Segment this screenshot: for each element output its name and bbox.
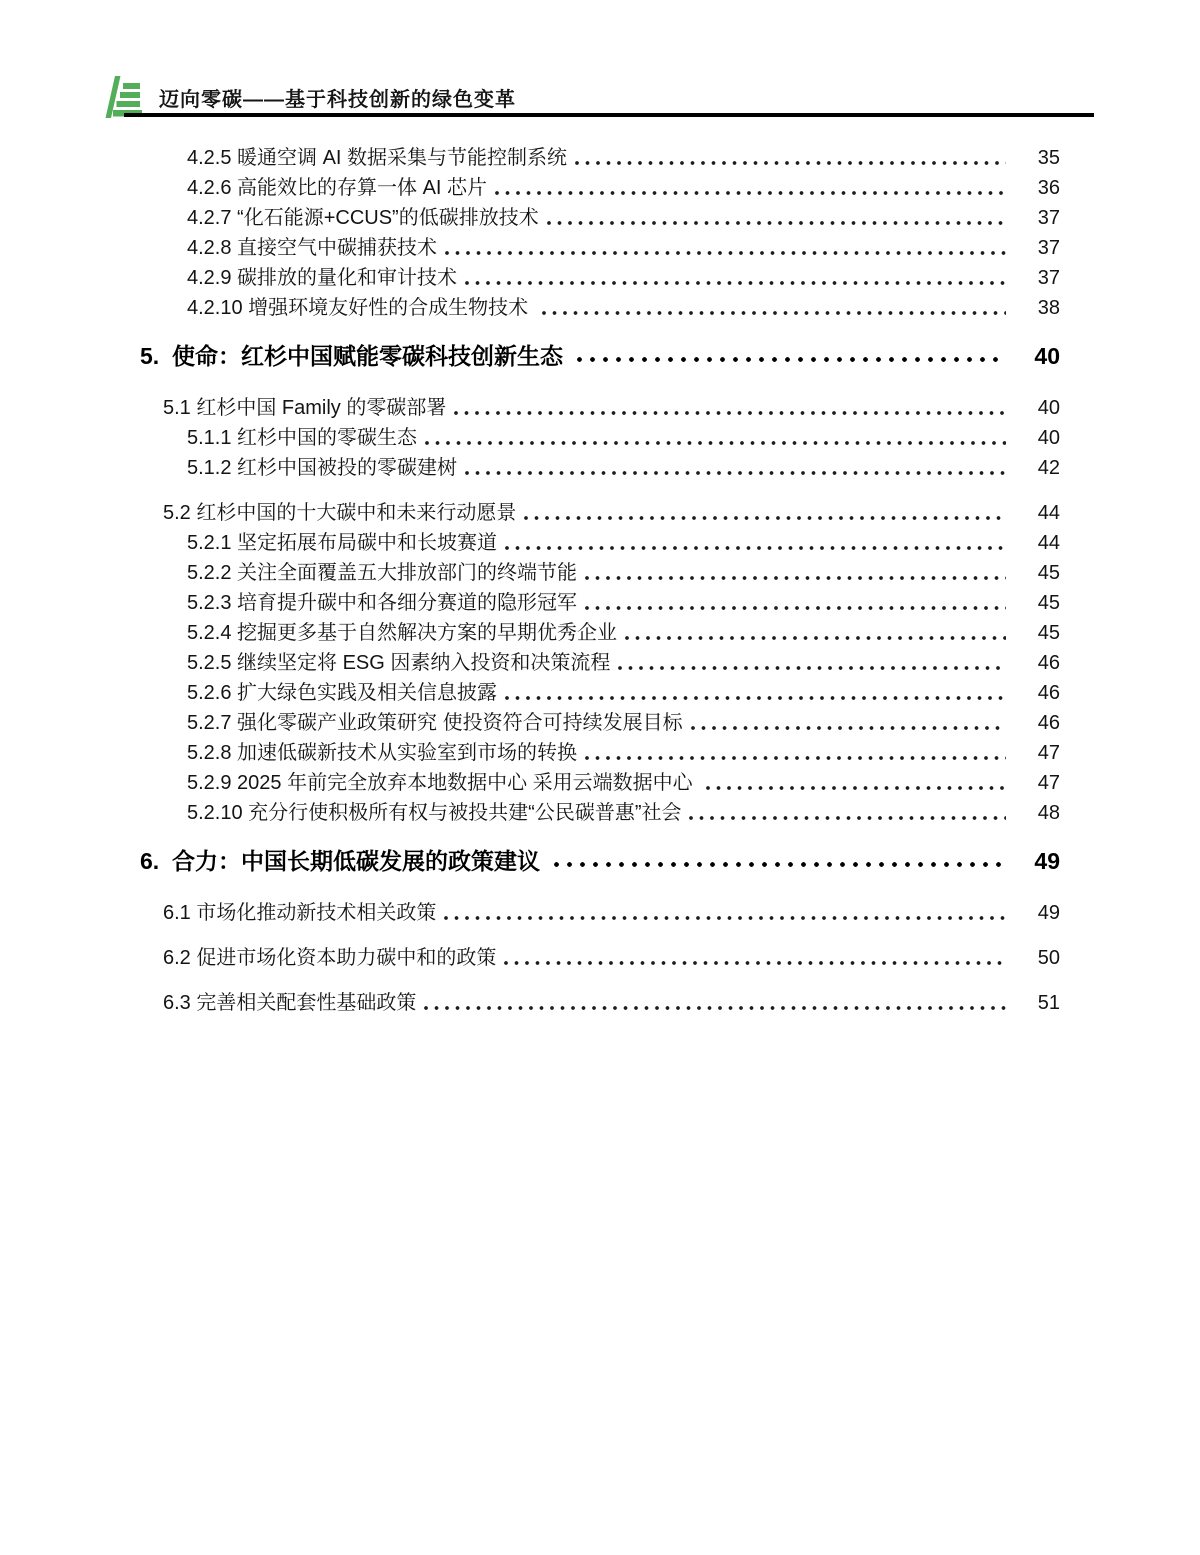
toc-page-number: 48 bbox=[1037, 802, 1060, 824]
toc-dot-leader-icon bbox=[616, 664, 1006, 672]
toc-page-number: 44 bbox=[1037, 532, 1060, 554]
toc-page-number: 37 bbox=[1037, 207, 1060, 229]
toc-entry-label: 4.2.6 高能效比的存算一体 AI 芯片 bbox=[187, 177, 488, 199]
toc-dot-leader-icon bbox=[704, 784, 1006, 792]
toc-page-number: 37 bbox=[1037, 267, 1060, 289]
toc-entry bbox=[140, 738, 1060, 768]
toc-page-number: 37 bbox=[1037, 237, 1060, 259]
toc-page-number: 44 bbox=[1037, 502, 1060, 524]
toc-dot-leader-icon bbox=[689, 724, 1006, 732]
toc-entry bbox=[140, 393, 1060, 423]
toc-dot-leader-icon bbox=[522, 514, 1006, 522]
toc-entry-label: 6.2 促进市场化资本助力碳中和的政策 bbox=[163, 947, 497, 969]
toc-entry-label: 5.2.8 加速低碳新技术从实验室到市场的转换 bbox=[187, 742, 578, 764]
toc-entry-label: 4.2.10 增强环境友好性的合成生物技术 bbox=[187, 297, 534, 319]
toc-entry bbox=[140, 203, 1060, 233]
toc-page-number: 42 bbox=[1037, 457, 1060, 479]
toc-entry-label: 5.2.5 继续坚定将 ESG 因素纳入投资和决策流程 bbox=[187, 652, 611, 674]
toc-entry bbox=[140, 423, 1060, 453]
toc-entry-label: 5.2.1 坚定拓展布局碳中和长坡赛道 bbox=[187, 532, 498, 554]
toc-page-number: 38 bbox=[1037, 297, 1060, 319]
toc-entry bbox=[140, 233, 1060, 263]
toc-entry bbox=[140, 943, 1060, 973]
toc-entry bbox=[140, 263, 1060, 293]
toc-entry-label: 5.2.7 强化零碳产业政策研究 使投资符合可持续发展目标 bbox=[187, 712, 683, 734]
toc-dot-leader-icon bbox=[573, 159, 1006, 167]
toc-entry bbox=[140, 143, 1060, 173]
toc-section-heading bbox=[140, 846, 1060, 876]
sequoia-logo-icon bbox=[104, 76, 144, 118]
toc-page-number: 36 bbox=[1037, 177, 1060, 199]
toc-entry-label: 4.2.9 碳排放的量化和审计技术 bbox=[187, 267, 458, 289]
toc-page-number: 47 bbox=[1037, 772, 1060, 794]
toc-entry-label: 5.2.9 2025 年前完全放弃本地数据中心 采用云端数据中心 bbox=[187, 772, 699, 794]
toc-dot-leader-icon bbox=[423, 439, 1006, 447]
toc-page-number: 45 bbox=[1037, 622, 1060, 644]
toc-entry bbox=[140, 678, 1060, 708]
toc-page-number: 35 bbox=[1037, 147, 1060, 169]
toc-page-number: 49 bbox=[1034, 848, 1060, 874]
toc-entry bbox=[140, 528, 1060, 558]
toc-entry-label: 5.2.2 关注全面覆盖五大排放部门的终端节能 bbox=[187, 562, 578, 584]
toc-entry bbox=[140, 798, 1060, 828]
toc-page-number: 50 bbox=[1037, 947, 1060, 969]
toc-dot-leader-icon bbox=[575, 355, 1006, 364]
toc-entry-label: 5.2 红杉中国的十大碳中和未来行动愿景 bbox=[163, 502, 517, 524]
toc-entry bbox=[140, 588, 1060, 618]
toc-dot-leader-icon bbox=[443, 249, 1006, 257]
toc-page-number: 46 bbox=[1037, 652, 1060, 674]
toc-dot-leader-icon bbox=[687, 814, 1006, 822]
toc-entry-label: 5.2.10 充分行使积极所有权与被投共建“公民碳普惠”社会 bbox=[187, 802, 682, 824]
toc-dot-leader-icon bbox=[503, 694, 1006, 702]
toc-dot-leader-icon bbox=[552, 860, 1006, 869]
page-header bbox=[104, 76, 516, 118]
toc-entry bbox=[140, 708, 1060, 738]
toc-dot-leader-icon bbox=[442, 914, 1006, 922]
toc-dot-leader-icon bbox=[502, 959, 1006, 967]
toc-entry-label: 5.2.3 培育提升碳中和各细分赛道的隐形冠军 bbox=[187, 592, 578, 614]
toc-page-number: 40 bbox=[1034, 343, 1060, 369]
toc-page-number: 51 bbox=[1037, 992, 1060, 1014]
toc-entry-label: 5.2.4 挖掘更多基于自然解决方案的早期优秀企业 bbox=[187, 622, 618, 644]
toc-entry bbox=[140, 453, 1060, 483]
toc-entry bbox=[140, 173, 1060, 203]
toc-dot-leader-icon bbox=[540, 309, 1006, 317]
toc-entry bbox=[140, 648, 1060, 678]
table-of-contents bbox=[140, 143, 1060, 1018]
toc-dot-leader-icon bbox=[452, 409, 1006, 417]
toc-dot-leader-icon bbox=[422, 1004, 1006, 1012]
header-title: 迈向零碳——基于科技创新的绿色变革 bbox=[159, 88, 516, 111]
toc-dot-leader-icon bbox=[583, 574, 1006, 582]
toc-entry-label: 4.2.8 直接空气中碳捕获技术 bbox=[187, 237, 438, 259]
toc-page-number: 40 bbox=[1037, 427, 1060, 449]
toc-entry-label: 5.2.6 扩大绿色实践及相关信息披露 bbox=[187, 682, 498, 704]
toc-entry bbox=[140, 898, 1060, 928]
toc-entry-label: 5. 使命：红杉中国赋能零碳科技创新生态 bbox=[140, 343, 570, 369]
toc-entry bbox=[140, 498, 1060, 528]
toc-entry bbox=[140, 293, 1060, 323]
toc-dot-leader-icon bbox=[463, 469, 1006, 477]
toc-section-heading bbox=[140, 341, 1060, 371]
toc-dot-leader-icon bbox=[503, 544, 1006, 552]
toc-entry bbox=[140, 768, 1060, 798]
toc-dot-leader-icon bbox=[583, 604, 1006, 612]
toc-entry-label: 6.1 市场化推动新技术相关政策 bbox=[163, 902, 437, 924]
toc-page-number: 40 bbox=[1037, 397, 1060, 419]
toc-dot-leader-icon bbox=[493, 189, 1006, 197]
toc-entry-label: 5.1 红杉中国 Family 的零碳部署 bbox=[163, 397, 447, 419]
toc-entry-label: 4.2.7 “化石能源+CCUS”的低碳排放技术 bbox=[187, 207, 539, 229]
toc-entry bbox=[140, 558, 1060, 588]
toc-entry bbox=[140, 618, 1060, 648]
toc-page-number: 49 bbox=[1037, 902, 1060, 924]
toc-page-number: 45 bbox=[1037, 592, 1060, 614]
toc-dot-leader-icon bbox=[623, 634, 1006, 642]
toc-dot-leader-icon bbox=[463, 279, 1006, 287]
toc-page-number: 46 bbox=[1037, 682, 1060, 704]
toc-page-number: 45 bbox=[1037, 562, 1060, 584]
toc-entry-label: 6.3 完善相关配套性基础政策 bbox=[163, 992, 417, 1014]
toc-dot-leader-icon bbox=[583, 754, 1006, 762]
toc-entry-label: 4.2.5 暖通空调 AI 数据采集与节能控制系统 bbox=[187, 147, 568, 169]
toc-entry-label: 5.1.1 红杉中国的零碳生态 bbox=[187, 427, 418, 449]
header-divider bbox=[124, 113, 1094, 117]
toc-page-number: 47 bbox=[1037, 742, 1060, 764]
toc-entry bbox=[140, 988, 1060, 1018]
toc-dot-leader-icon bbox=[545, 219, 1006, 227]
toc-entry-label: 6. 合力：中国长期低碳发展的政策建议 bbox=[140, 848, 547, 874]
toc-entry-label: 5.1.2 红杉中国被投的零碳建树 bbox=[187, 457, 458, 479]
toc-page-number: 46 bbox=[1037, 712, 1060, 734]
